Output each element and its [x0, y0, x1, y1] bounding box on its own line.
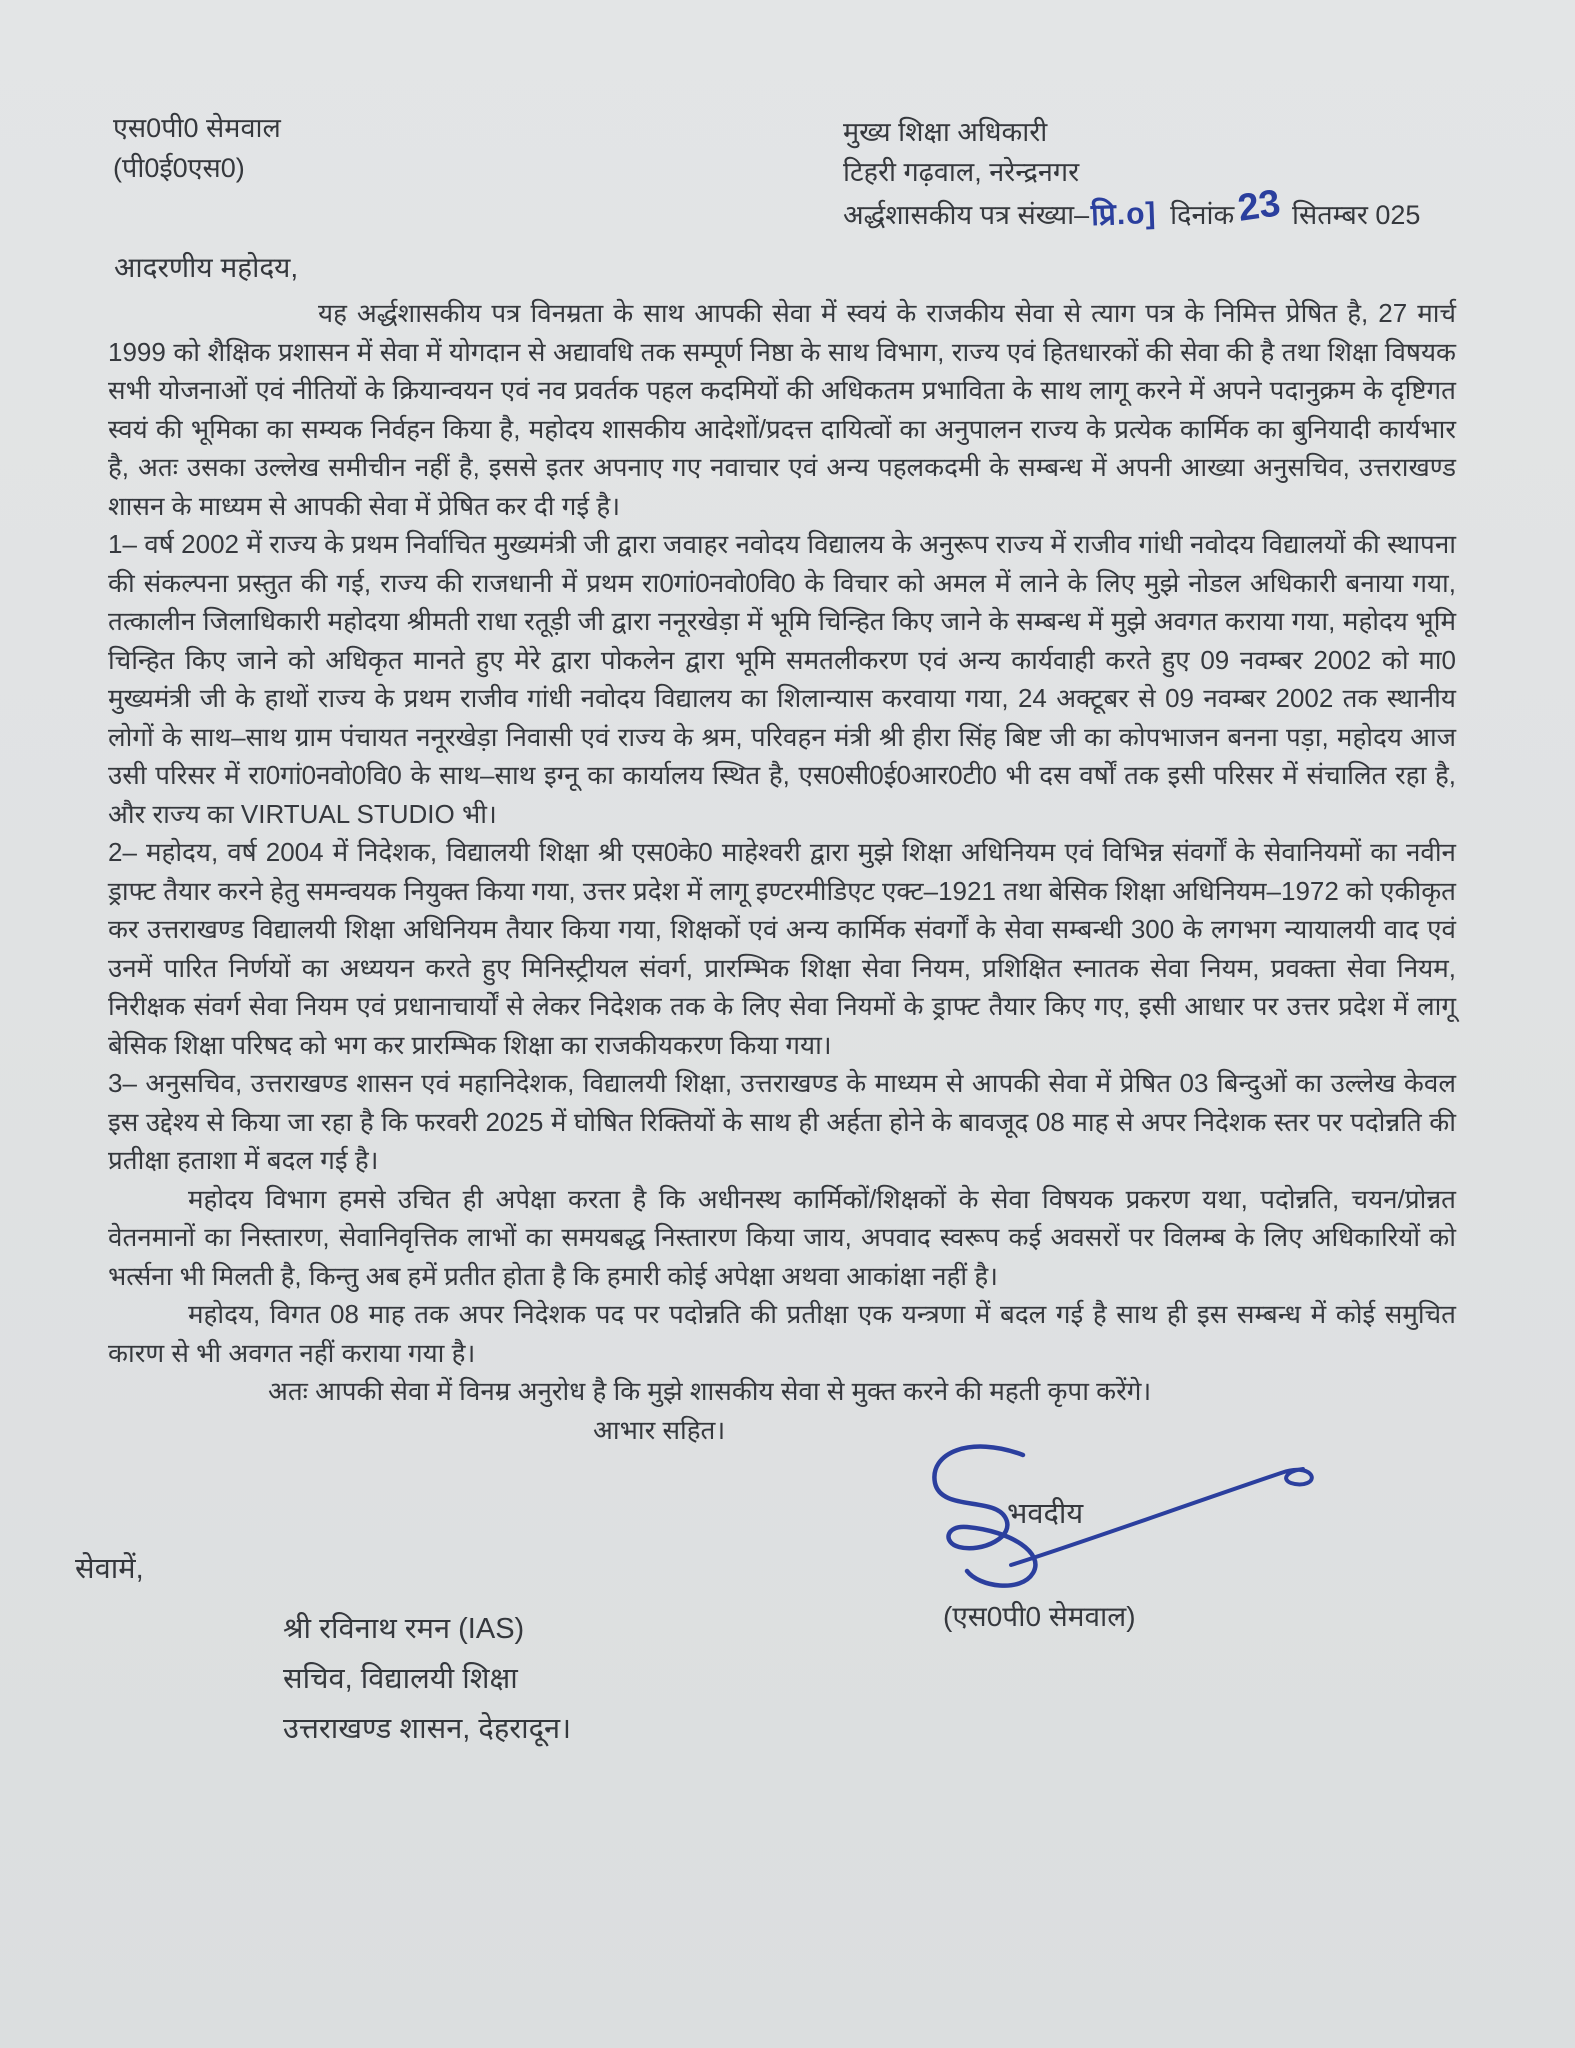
date-suffix: सितम्बर 025	[1292, 200, 1421, 230]
addressee-designation: सचिव, विद्यालयी शिक्षा	[283, 1663, 518, 1695]
sender-name: एस0पी0 सेमवाल	[113, 113, 281, 143]
recipient-block	[843, 112, 1420, 235]
addressee-name: श्री रविनाथ रमन (IAS)	[283, 1613, 525, 1645]
expectation-paragraph: महोदय विभाग हमसे उचित ही अपेक्षा करता है कि अधीनस्थ कार्मिकों/शिक्षकों के सेवा विषयक प्रकरण यथा, पदोन्नति, चयन/प्रोन्नत वेतनमानों का निस्तारण, सेवानिवृत्तिक लाभों का समयबद्ध निस्तारण किया जाय, अपवाद स्वरूप कई अवसरों पर विलम्ब के लिए अधिकारियों को भर्त्सना भी मिलती है, किन्तु अब हमें प्रतीत होता है कि हमारी कोई अपेक्षा अथवा आकांक्षा नहीं है।	[108, 1183, 1456, 1291]
date-handwritten: 23	[1235, 182, 1284, 230]
release-request-line: अतः आपकी सेवा में विनम्र अनुरोध है कि मुझे शासकीय सेवा से मुक्त करने की महती कृपा करेंगे।	[268, 1376, 1152, 1406]
ref-number-handwritten: प्रि.o]	[1090, 196, 1158, 233]
sender-block	[113, 108, 281, 188]
letter-body	[108, 294, 1456, 1449]
signatory-name: (एस0पी0 सेमवाल)	[943, 1601, 1136, 1632]
thanks-line: आभार सहित।	[593, 1414, 726, 1445]
recipient-address: टिहरी गढ़वाल, नरेन्द्रनगर	[843, 157, 1080, 187]
addressee-block	[75, 1548, 571, 1754]
intro-paragraph: यह अर्द्धशासकीय पत्र विनम्रता के साथ आपकी सेवा में स्वयं के राजकीय सेवा से त्याग पत्र के निमित्त प्रेषित है, 27 मार्च 1999 को शैक्षिक प्रशासन में सेवा में योगदान से अद्यावधि तक सम्पूर्ण निष्ठा के साथ विभाग, राज्य एवं हितधारकों की सेवा की है तथा शिक्षा विषयक सभी योजनाओं एवं नीतियों के क्रियान्वयन एवं नव प्रवर्तक पहल कदमियों की अधिकतम प्रभाविता के साथ लागू करने में अपने पदानुक्रम के दृष्टिगत स्वयं की भूमिका का सम्यक निर्वहन किया है, महोदय शासकीय आदेशों/प्रदत्त दायित्वों का अनुपालन राज्य के प्रत्येक कार्मिक का बुनियादी कार्यभार है, अतः उसका उल्लेख समीचीन नहीं है, इससे इतर अपनाए गए नवाचार एवं अन्य पहलकदमी के सम्बन्ध में अपनी आख्या अनुसचिव, उत्तराखण्ड शासन के माध्यम से आपकी सेवा में प्रेषित कर दी गई है।	[108, 298, 1456, 521]
promotion-wait-paragraph: महोदय, विगत 08 माह तक अपर निदेशक पद पर पदोन्नति की प्रतीक्षा एक यन्त्रणा में बदल गई है साथ ही इस सम्बन्ध में कोई समुचित कारण से भी अवगत नहीं कराया गया है।	[108, 1299, 1456, 1368]
point-1-paragraph: 1– वर्ष 2002 में राज्य के प्रथम निर्वाचित मुख्यमंत्री जी द्वारा जवाहर नवोदय विद्यालय के अनुरूप राज्य में राजीव गांधी नवोदय विद्यालयों की स्थापना की संकल्पना प्रस्तुत की गई, राज्य की राजधानी में प्रथम रा0गां0नवो0वि0 के विचार को अमल में लाने के लिए मुझे नोडल अधिकारी बनाया गया, तत्कालीन जिलाधिकारी महोदया श्रीमती राधा रतूड़ी जी द्वारा ननूरखेड़ा में भूमि चिन्हित किए जाने के सम्बन्ध में मुझे अवगत कराया गया, महोदय भूमि चिन्हित किए जाने को अधिकृत मानते हुए मेरे द्वारा पोकलेन द्वारा भूमि समतलीकरण एवं अन्य कार्यवाही करते हुए 09 नवम्बर 2002 को मा0 मुख्यमंत्री जी के हाथों राज्य के प्रथम राजीव गांधी नवोदय विद्यालय का शिलान्यास करवाया गया, 24 अक्टूबर से 09 नवम्बर 2002 तक स्थानीय लोगों के साथ–साथ ग्राम पंचायत ननूरखेड़ा निवासी एवं राज्य के श्रम, परिवहन मंत्री श्री हीरा सिंह बिष्ट जी का कोपभाजन बनना पड़ा, महोदय आज उसी परिसर में रा0गां0नवो0वि0 के साथ–साथ इग्नू का कार्यालय स्थित है, एस0सी0ई0आर0टी0 भी दस वर्षों तक इसी परिसर में संचालित रहा है, और राज्य का VIRTUAL STUDIO भी।	[108, 529, 1457, 829]
reference-line	[843, 182, 1421, 235]
addressee-lines	[283, 1604, 571, 1754]
recipient-title: मुख्य शिक्षा अधिकारी	[843, 117, 1048, 147]
closing-block	[915, 1425, 1345, 1655]
valediction: भवदीय	[1007, 1498, 1084, 1530]
addressee-label: सेवामें,	[75, 1553, 144, 1585]
point-3-paragraph: 3– अनुसचिव, उत्तराखण्ड शासन एवं महानिदेशक, विद्यालयी शिक्षा, उत्तराखण्ड के माध्यम से आपकी सेवा में प्रेषित 03 बिन्दुओं का उल्लेख केवल इस उद्देश्य से किया जा रहा है कि फरवरी 2025 में घोषित रिक्तियों के साथ ही अर्हता होने के बावजूद 08 माह से अपर निदेशक स्तर पर पदोन्नति की प्रतीक्षा हताशा में बदल गई है।	[108, 1068, 1456, 1175]
point-2-paragraph: 2– महोदय, वर्ष 2004 में निदेशक, विद्यालयी शिक्षा श्री एस0के0 माहेश्वरी द्वारा मुझे शिक्षा अधिनियम एवं विभिन्न संवर्गों के सेवानियमों का नवीन ड्राफ्ट तैयार करने हेतु समन्वयक नियुक्त किया गया, उत्तर प्रदेश में लागू इण्टरमीडिएट एक्ट–1921 तथा बेसिक शिक्षा अधिनियम–1972 को एकीकृत कर उत्तराखण्ड विद्यालयी शिक्षा अधिनियम तैयार किया गया, शिक्षकों एवं अन्य कार्मिक संवर्गों के सेवा सम्बन्धी 300 के लगभग न्यायालयी वाद एवं उनमें पारित निर्णयों का अध्ययन करते हुए मिनिस्ट्रीयल संवर्ग, प्रारम्भिक शिक्षा सेवा नियम, प्रशिक्षित स्नातक सेवा नियम, प्रवक्ता सेवा नियम, निरीक्षक संवर्ग सेवा नियम एवं प्रधानाचार्यों से लेकर निदेशक तक के लिए सेवा नियमों के ड्राफ्ट तैयार किए गए, इसी आधार पर उत्तर प्रदेश में लागू बेसिक शिक्षा परिषद को भग कर प्रारम्भिक शिक्षा का राजकीयकरण किया गया।	[108, 837, 1456, 1060]
salutation: आदरणीय महोदय,	[114, 252, 299, 283]
ref-prefix: अर्द्धशासकीय पत्र संख्या–	[843, 200, 1090, 230]
sender-designation: (पी0ई0एस0)	[113, 153, 245, 183]
addressee-location: उत्तराखण्ड शासन, देहरादून।	[283, 1713, 572, 1745]
date-label: दिनांक	[1170, 200, 1235, 230]
